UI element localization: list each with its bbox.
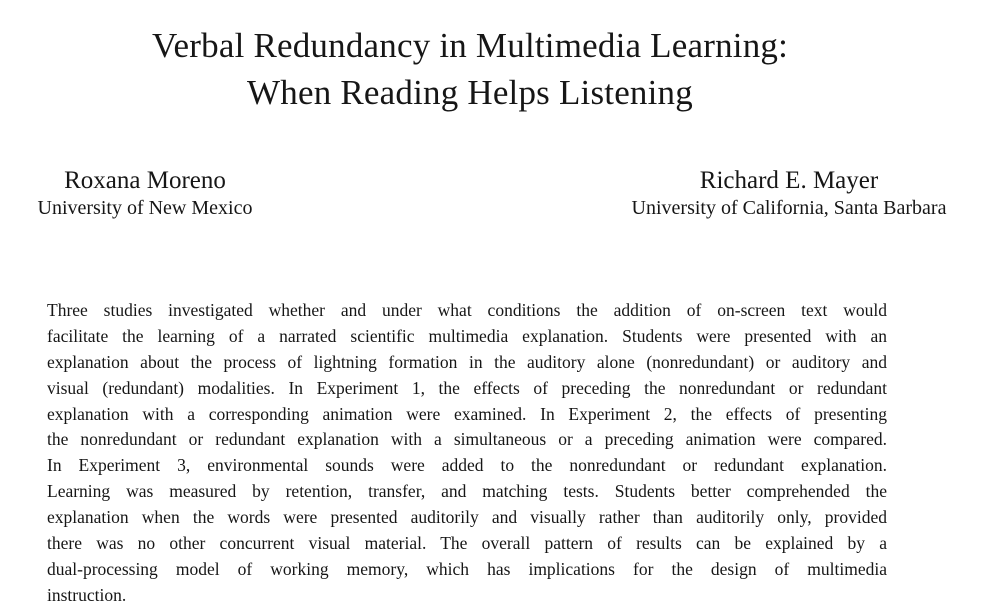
paper-title-line-1: Verbal Redundancy in Multimedia Learning: xyxy=(151,26,789,65)
abstract-line: Three studies investigated whether and under what conditions the addition of on-screen text would xyxy=(47,300,887,320)
abstract-line: explanation when the words were presented auditorily and visually rather than auditorily only, provided xyxy=(47,507,887,528)
abstract-line: visual (redundant) modalities. In Experiment 1, the effects of preceding the nonredundant or redundant xyxy=(47,377,887,398)
author-name-1: Roxana Moreno xyxy=(64,167,226,194)
paper-title-line-2: When Reading Helps Listening xyxy=(247,73,693,112)
abstract-line: instruction. xyxy=(47,584,127,605)
author-block-1 xyxy=(20,166,270,220)
author-affiliation-2: University of California, Santa Barbara xyxy=(631,197,947,219)
author-name-2: Richard E. Mayer xyxy=(699,167,879,194)
abstract-line: In Experiment 3, environmental sounds were added to the nonredundant or redundant explanation. xyxy=(47,455,887,476)
abstract-line: dual-processing model of working memory, which has implications for the design of multimedia xyxy=(47,558,887,579)
paper-title xyxy=(0,22,940,116)
author-block-2 xyxy=(605,166,973,220)
abstract-line: facilitate the learning of a narrated scientific multimedia explanation. Students were presented with an xyxy=(47,325,887,346)
abstract-line: there was no other concurrent visual material. The overall pattern of results can be explained by a xyxy=(47,533,887,554)
abstract-line: explanation with a corresponding animation were examined. In Experiment 2, the effects of presenting xyxy=(47,403,887,424)
abstract-line: the nonredundant or redundant explanation with a simultaneous or a preceding animation were compared. xyxy=(47,429,887,450)
author-affiliation-1: University of New Mexico xyxy=(37,197,253,219)
abstract-line: Learning was measured by retention, transfer, and matching tests. Students better comprehended the xyxy=(47,481,887,502)
abstract xyxy=(47,298,887,609)
abstract-line: explanation about the process of lightning formation in the auditory alone (nonredundant) or auditory and xyxy=(47,351,887,372)
